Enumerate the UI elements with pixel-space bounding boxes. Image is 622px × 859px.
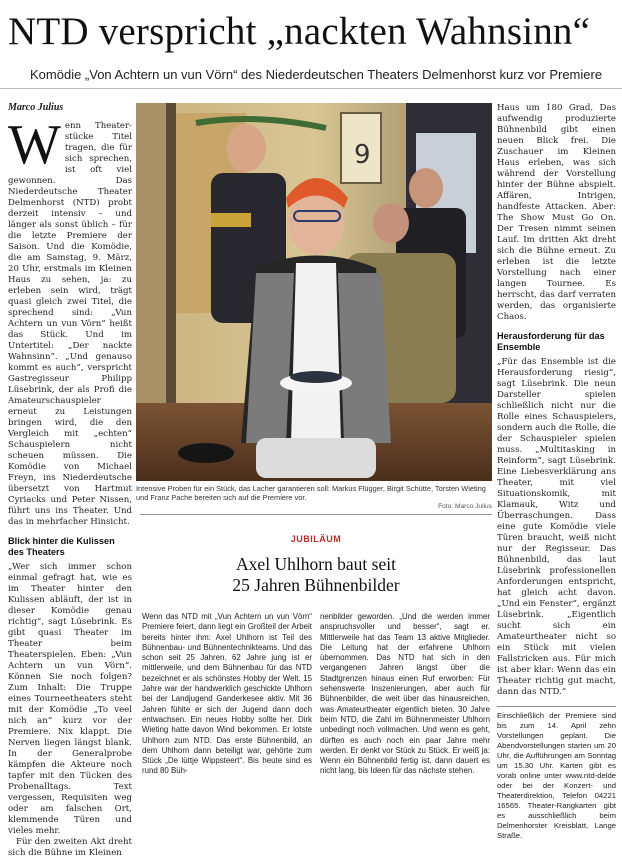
subtitle-backstage: Blick hinter die Kulissen des Theaters: [8, 536, 115, 557]
info-divider: [497, 706, 616, 707]
set-door-number: 9: [354, 140, 371, 170]
photo-credit: Foto: Marco Julius: [438, 503, 492, 511]
sidebox-title-line-1: Axel Uhlhorn baut seit: [236, 554, 396, 574]
author-byline: Marco Julius: [8, 102, 64, 113]
article-column-1: [8, 102, 132, 859]
sidebox-title-line-2: 25 Jahren Bühnenbilder: [232, 575, 400, 595]
ticket-info: Einschließlich der Premiere sind bis zum 14. April zehn Vorstellungen geplant. Die Abendvorstellungen starten um 20 Uhr, die Aufführungen am Sonntag um 15.30 Uhr. Karten gibt es vorab online unter www.ntd-delde oder bei der Konzert- und Theaterdirektion, Telefon 04221 16565. Theater-Rangkarten gibt es ausschließlich beim Delmenhorster Kreisblatt, Lange Straße.: [497, 711, 616, 840]
rehearsal-photo: [136, 103, 492, 481]
divider: [0, 88, 622, 89]
photo-caption: [136, 484, 492, 512]
subtitle-ensemble: Herausforderung für das Ensemble: [497, 331, 605, 352]
headline: NTD verspricht „nackten Wahnsinn“: [8, 10, 591, 53]
sidebox-divider: [140, 514, 492, 515]
paragraph-stage-turn: Haus um 180 Grad. Das aufwendig produzierte Bühnenbild gibt einen neuen Blick frei. Die Zuschauer im Kleinen Haus erleben, was sich während der Vorstellung hinter der Bühne abspielt. Affären, Intrigen, handfeste Attacken. Aber: The Show Must Go On. Der Tresen nimmt seinen Lauf. Im dritten Akt dreht sich die Bühne erneut. Zu erleben ist die letzte Vorstellung nach einer langen Tournee. Es herrscht, das darf verraten werden, das organisierte Chaos.: [497, 103, 616, 322]
dropcap-letter: W: [8, 114, 61, 176]
rehearsal-photo-illustration: [136, 103, 492, 481]
sidebox-title: [140, 554, 492, 596]
sidebox-label: JUBILÄUM: [290, 534, 342, 544]
paragraph-backstage: „Wer sich immer schon einmal gefragt hat, wie es im Theater hinter den Kulissen abläuft, der ist in dieser Komödie genau richtig“, sagt Lüsebrink. Es gibt quasi Theater im Theater beim Theaterspielen. Eben: „Vun Achtern un vun Vörn“. Können Sie noch folgen? Zum Inhalt: Die Truppe eines Tourneetheaters steht mit der Komödie „To veel nich an“ kurz vor der Premiere. Nix klappt. Die Nerven liegen längst blank. In der Generalprobe kämpfen die Akteure noch tapfer mit den Tücken des Probenalltags. Text vergessen, Requisiten weg oder am falschen Ort, klemmende Türen und vieles mehr.: [8, 562, 132, 836]
article-column-4: [497, 103, 616, 841]
paragraph-ensemble: „Für das Ensemble ist die Herausforderung riesig“, sagt Lüsebrink. Die neun Darsteller spielen schließlich nicht nur die Rolle eines Schauspielers, sondern auch die Rolle, die der Schauspieler spielen muss. „Multitasking in Reinform“, sagt Lüsebrink. Eine Liebesverklärung ans Theater, mit viel Situationskomik, mit Klamauk, Witz und Überraschungen. Dass eine gute Komödie viele Türen braucht, weiß nicht nur der Regisseur. Das Bühnenbild, das laut Lüsebrink professionellen Anforderungen entspricht, hat gleich acht davon. „Und ein Fenster“, ergänzt Lüsebrink. „Eigentlich sucht sich ein Amateurtheater nicht so ein Stück mit vielen Fallstricken aus. Für mich ist aber klar: Wenn das ein Theater richtig gut macht, dann das NTD.“: [497, 357, 616, 697]
sidebox-column-right: nenbilder geworden. „Und die werden immer anspruchsvoller und besser“, sagt er. Mittlerweile hat das Team 13 aktive Mitglieder. Die Leitung hat der erfahrene Uhlhorn übernommen. Das NTD hat sich in den vergangenen Jahren längst über die Stadtgrenzen hinaus einen Ruf erworben: Für sehenswerte Inszenierungen, aber auch für Bühnenbilder, die weit über das hinausreichen, was Amateurtheater eigentlich bieten. 30 Jahre beim NTD, die Zahl im Bühnenmeister Uhlhorn unbedingt noch vollmachen. Und wenn es geht, dürften es auch noch ein paar Jahre mehr werden. Er denkt vor Stück zu Stück. Er weiß ja: Wenn ein Bühnenbild fertig ist, dann dauert es nicht lang, bis Ideen für das nächste stehen.: [320, 612, 490, 776]
paragraph-intro: enn Theater-stücke Titel tragen, die für sich sprechen, ist oft viel gewonnen. Das Niederdeutsche Theater Delmenhorst (NTD) probt derzeit intensiv – und länger als sonst üblich – für die letzte Premiere der Saison. Und die Komödie, die am Samstag, 9. März, 20 Uhr, erstmals im Kleinen Haus zu sehen, ja: zu erleben sein wird, trägt quasi gleich zwei Titel, die sprechend sind: „Vun Achtern un vun Vörn“ heißt das Stück. Und im Untertitel: „Der nackte Wahnsinn“. „Und genauso kommt es auch“, verspricht Gastregisseur Philipp Lüsebrink, der als Profi die Amateurschauspieler erneut zu Leistungen bringen wird, die den Vergleich mit „echten“ Schauspielern nicht scheuen müssen. Die Komödie von Michael Freyn, ins Niederdeutsche übersetzt von Hartmut Cyriacks und Peter Nissen, führt uns ins Theater. Und das in mehrfacher Hinsicht.: [8, 121, 132, 527]
paragraph-second-act: Für den zweiten Akt dreht sich die Bühne im Kleinen: [8, 837, 132, 858]
article-body-part-1: [8, 114, 132, 528]
caption-text: Intensive Proben für ein Stück, das Lacher garantieren soll: Markus Flügger, Birgit Schütte, Torsten Wieting und Franz Pache bereiten sich auf die Premiere vor.: [136, 484, 486, 503]
subheadline: Komödie „Von Achtern un vun Vörn“ des Niederdeutschen Theaters Delmenhorst kurz vor Premiere: [30, 67, 603, 82]
sidebox-column-left: Wenn das NTD mit „Vun Achtern un vun Vörn“ Premiere feiert, dann liegt ein Großteil der Arbeit bereits hinter ihm: Axel Uhlhorn ist Teil des Bühnenbau- und Bühnentechnikteams. Und das schon seit 25 Jahren. 62 Jahre jung ist er mittlerweile, und dem Bühnenbau für das NTD bezeichnet er als schönstes Hobby der Welt. 15 Jahre war der handwerklich geschickte Uhlhorn bei der Landjugend Ganderkesee aktiv. Mit 36 Jahren fühlte er sich der Jugend dann doch entwachsen. Ein neues Hobby sollte her. Dirk Wieting hatte davon Wind bekommen. Er lotste Uhlhorn zum NTD. Das erste Bühnenbild, an dem Uhlhorn dann beteiligt war, gehörte zum Stück „De lüttje Wippsteert“. Bis heute sind es rund 80 Büh-: [142, 612, 312, 776]
